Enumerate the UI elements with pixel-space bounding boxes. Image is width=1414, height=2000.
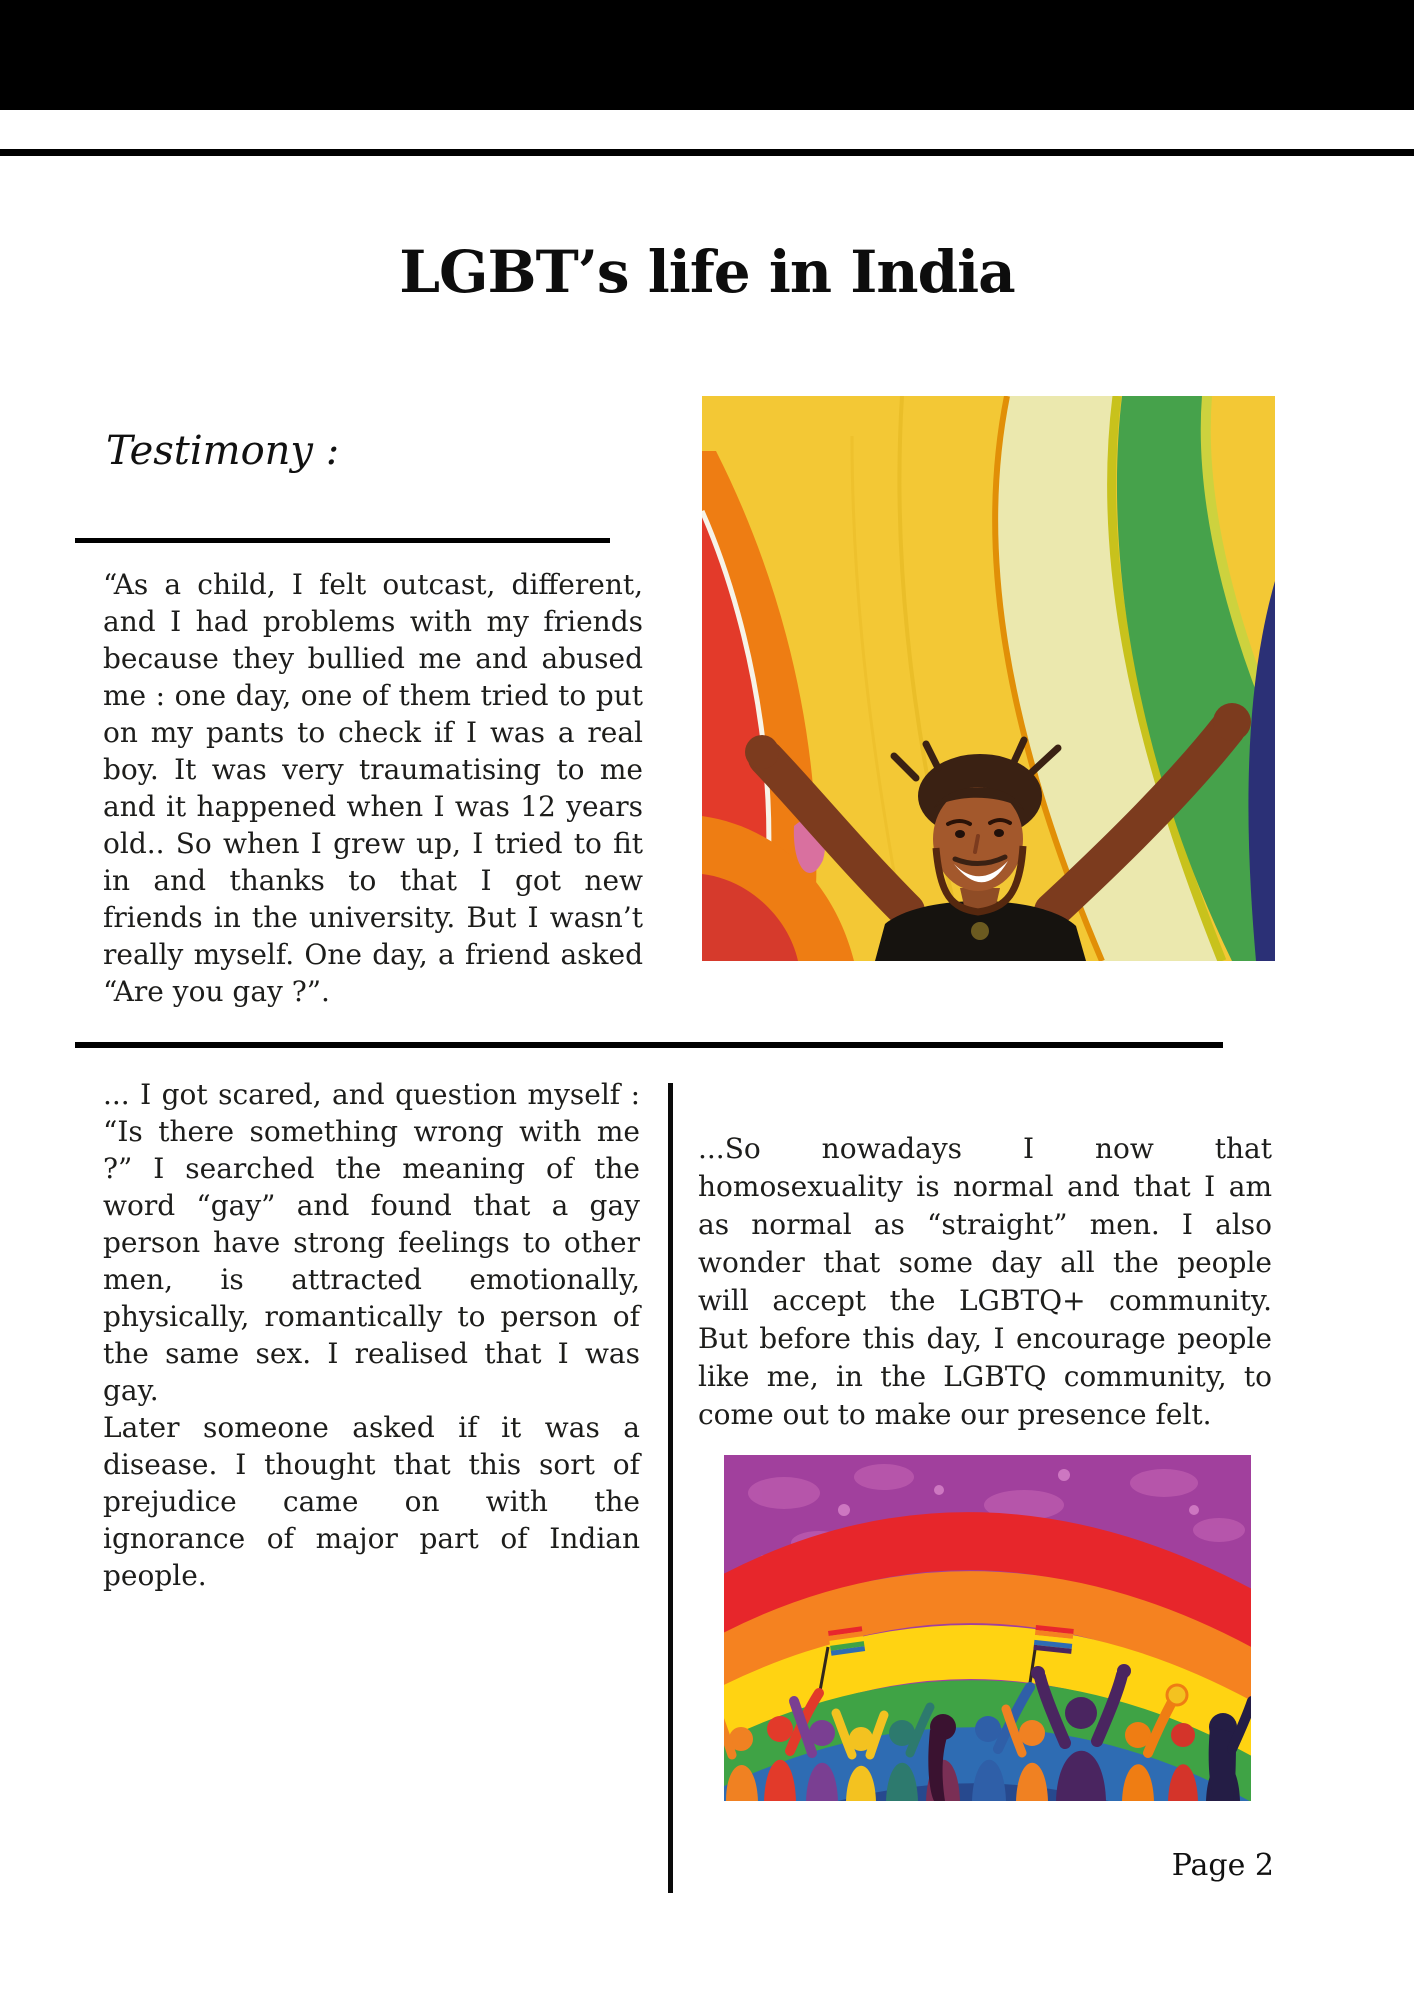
page-title: LGBT’s life in India — [399, 238, 1015, 306]
section-divider-rule — [75, 1042, 1223, 1048]
man-holding-rainbow-pride-flag-photo — [702, 396, 1275, 961]
right-column-paragraph: ...So nowadays I now that homosexuality is normal and that I am as normal as “straight” men. I also wonder that some day all the people will accept the LGBTQ+ community. But before this day, I encourage people like me, in the LGBTQ community, to come out to make our presence felt. — [698, 1132, 1272, 1431]
left-column-paragraph-2: Later someone asked if it was a disease. I thought that this sort of prejudice came on with the ignorance of major part of Indian people. — [103, 1411, 640, 1592]
column-divider-rule — [668, 1083, 673, 1893]
left-column-paragraph-1: ... I got scared, and question myself : “Is there something wrong with me ?” I searched the meaning of the word “gay” and found that a gay person have strong feelings to other men, is attracted emotionally, physically, romantically to person of the same sex. I realised that I was gay. — [103, 1078, 640, 1407]
header-rule — [0, 149, 1414, 156]
testimony-underline-rule — [75, 538, 610, 543]
testimony-paragraph: “As a child, I felt outcast, different, and I had problems with my friends because they bullied me and abused me : one day, one of them tried to put on my pants to check if I was a real boy. It was very traumatising to me and it happened when I was 12 years old.. So when I grew up, I tried to fit in and thanks to that I got new friends in the university. But I wasn’t really myself. One day, a friend asked “Are you gay ?”. — [103, 568, 643, 1008]
testimony-heading: Testimony : — [106, 428, 340, 474]
right-column — [698, 1130, 1272, 1434]
page-number-label: Page 2 — [1171, 1848, 1274, 1883]
pride-rainbow-crowd-illustration — [724, 1455, 1251, 1801]
left-column — [103, 1076, 640, 1594]
header-black-bar — [0, 0, 1414, 110]
